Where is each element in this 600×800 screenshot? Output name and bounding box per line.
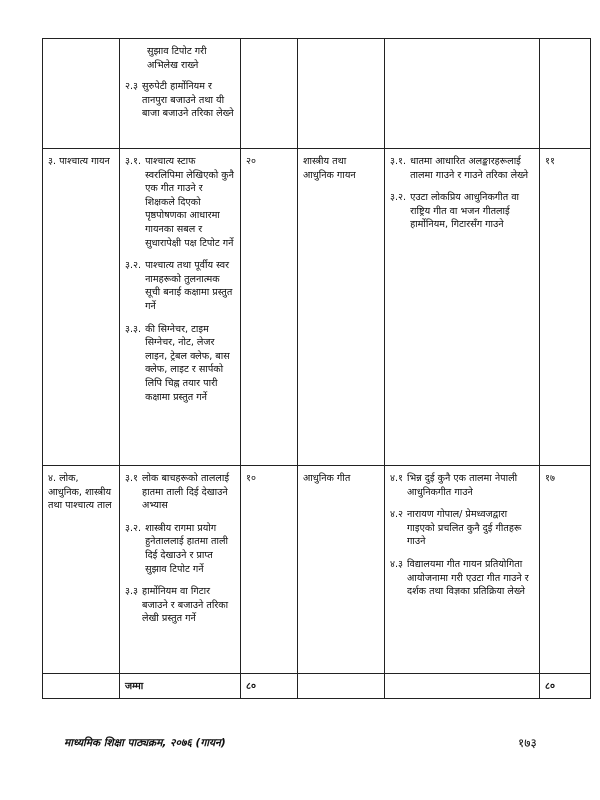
cell-topic: शास्त्रीय तथा आधुनिक गायन — [298, 149, 385, 466]
cell-hours: २० — [241, 149, 298, 466]
cell-activities — [120, 466, 241, 674]
item-text: की सिग्नेचर, टाइम सिग्नेचर, नोट, लेजर लाइन, ट्रेबल क्लेफ, बास क्लेफ, लाइट र सार्पको लिपि चिह्न तयार पारी कक्षामा प्रस्तुत गर्ने — [145, 323, 230, 403]
practical-item — [390, 558, 534, 599]
cell-topic: आधुनिक गीत — [298, 466, 385, 674]
cell-practical — [385, 39, 540, 149]
item-text: धातमा आधारित अलङ्कारहरूलाई तालमा गाउने र गाउने तरिका लेख्ने — [410, 156, 529, 181]
practical-item — [390, 155, 534, 182]
item-number: ४.३ — [390, 558, 404, 570]
activity-item — [125, 472, 235, 513]
cell-hours: १० — [241, 466, 298, 674]
item-text: हार्मोनियम वा गिटार बजाउने र बजाउने तरिका लेखी प्रस्तुत गर्ने — [142, 586, 229, 625]
cell-topic — [298, 674, 385, 699]
table-row — [43, 39, 591, 149]
item-text: शास्त्रीय रागमा प्रयोग हुनेताललाई हातमा ताली दिई देखाउने र प्राप्त सुझाव टिपोट गर्ने — [145, 522, 228, 575]
item-number: ४.२ — [390, 509, 404, 521]
cell-unit: ३. पाश्चात्य गायन — [43, 149, 120, 466]
item-number: ३.१. — [125, 156, 142, 167]
cell-practical-hours: १७ — [540, 466, 591, 674]
activity-item — [125, 323, 235, 405]
total-practical-hours: ८० — [540, 674, 591, 699]
total-label: जम्मा — [120, 674, 241, 699]
item-text: विद्यालयमा गीत गायन प्रतियोगिता आयोजनामा गरी एउटा गीत गाउने र दर्शक तथा विज्ञका प्रतिक्रिया लेख्ने — [407, 558, 529, 598]
practical-item — [390, 472, 534, 499]
cell-practical — [385, 466, 540, 674]
practical-item — [390, 508, 534, 549]
item-text: भिन्न दुई कुनै एक तालमा नेपाली आधुनिकगीत गाउने — [407, 473, 518, 498]
total-hours: ८० — [241, 674, 298, 699]
cell-topic — [298, 39, 385, 149]
item-number: ३.२. — [125, 522, 142, 534]
item-number: ३.२. — [390, 192, 407, 204]
cell-hours — [241, 39, 298, 149]
table-row — [43, 149, 591, 466]
item-text: सुरुपेटी हार्मोनियम र तानपुरा बजाउने तथा यी बाजा बजाउने तरिका लेख्ने — [142, 81, 234, 120]
item-text: पाश्चात्य तथा पूर्वीय स्वर नामहरूको तुलनात्मक सूची बनाई कक्षामा प्रस्तुत गर्ने — [145, 260, 233, 312]
item-number: २.३ — [125, 81, 139, 93]
cell-activities — [120, 149, 241, 466]
curriculum-table — [42, 38, 591, 699]
item-text: पाश्चात्य स्टाफ स्वरलिपिमा लेखिएको कुनै एक गीत गाउने र शिक्षकले दिएको पृष्ठपोषणका आधारमा गायनका सबल र सुधारापेक्षी पक्ष टिपोट गर्ने — [145, 156, 234, 249]
practical-item — [390, 191, 534, 232]
activity-item — [125, 155, 235, 250]
cell-unit — [43, 39, 120, 149]
item-number: ३.३. — [125, 323, 142, 335]
item-number: ३.३ — [125, 586, 139, 598]
footer-title: माध्यमिक शिक्षा पाठ्यक्रम, २०७६ (गायन) — [64, 737, 226, 749]
cell-practical — [385, 674, 540, 699]
activity-item — [125, 80, 235, 121]
item-number: ३.१ — [125, 473, 139, 484]
cell-practical-hours — [540, 39, 591, 149]
cell-activities — [120, 39, 241, 149]
activity-item — [125, 585, 235, 626]
cell-practical-hours: ११ — [540, 149, 591, 466]
item-text: नारायण गोपाल/ प्रेमध्वजद्वारा गाइएको प्रचलित कुनै दुई गीतहरू गाउने — [407, 509, 522, 548]
cell-practical — [385, 149, 540, 466]
page-number: १७३ — [518, 736, 537, 750]
item-text: लोक बाचहरूको ताललाई हातमा ताली दिई देखाउने अभ्यास — [142, 473, 230, 512]
page-footer — [0, 734, 600, 754]
cell-unit — [43, 674, 120, 699]
table-row — [43, 466, 591, 674]
activity-item — [125, 522, 235, 576]
item-number: ४.१ — [390, 473, 404, 484]
item-number: ३.२. — [125, 260, 142, 272]
activity-item — [125, 259, 235, 313]
cell-unit: ४. लोक, आधुनिक, शास्त्रीय तथा पाश्चात्य ताल — [43, 466, 120, 674]
item-number: ३.१. — [390, 156, 407, 167]
activity-continuation: सुझाव टिपोट गरी अभिलेख राख्ने — [147, 46, 207, 71]
item-text: एउटा लोकप्रिय आधुनिकगीत वा राष्ट्रिय गीत वा भजन गीतलाई हार्मोनियम, गिटारसँग गाउने — [410, 192, 520, 231]
total-row — [43, 674, 591, 699]
curriculum-table-body — [43, 39, 591, 699]
